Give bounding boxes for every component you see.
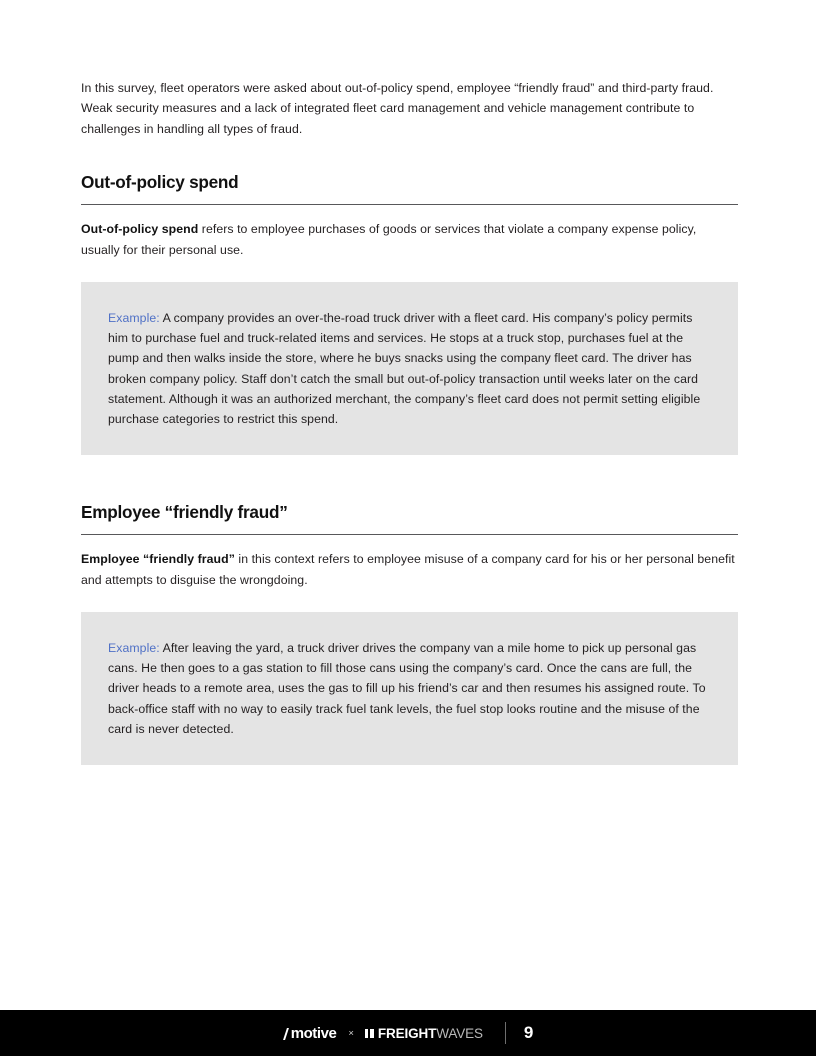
- freightwaves-logo: [365, 1026, 483, 1041]
- page-content: [81, 78, 738, 765]
- section-body-term: Out-of-policy spend: [81, 222, 199, 237]
- example-text: After leaving the yard, a truck driver drives the company van a mile home to pick up personal gas cans. He then goes to a gas station to fill those cans using the company’s card. Once the cans are full, the driver heads to a remote area, uses the gas to fill up his friend’s car and then resumes his assigned route. To back-office staff with no way to easily track fuel tank levels, the fuel stop looks routine and the misuse of the card is never detected.: [108, 641, 706, 736]
- example-label: Example:: [108, 311, 160, 326]
- page-number: 9: [523, 1023, 534, 1042]
- example-paragraph: [108, 308, 711, 429]
- section-heading: Out-of-policy spend: [81, 172, 239, 193]
- motive-logo: [283, 1025, 337, 1042]
- section-out-of-policy-spend: [81, 171, 738, 455]
- section-body: [81, 549, 738, 590]
- motive-logo-text: motive: [290, 1024, 337, 1042]
- section-body: [81, 219, 738, 260]
- example-label: Example:: [108, 641, 160, 656]
- section-employee-friendly-fraud: [81, 501, 738, 765]
- footer-vertical-divider: [505, 1022, 506, 1044]
- intro-paragraph: In this survey, fleet operators were asked about out-of-policy spend, employee “friendly fraud” and third-party fraud. Weak security measures and a lack of integrated fleet card management and vehicle management contribute to challenges in handling all types of fraud.: [81, 81, 714, 136]
- freightwaves-logo-bold: FREIGHT: [377, 1025, 437, 1041]
- brand-separator-x-icon: ×: [348, 1027, 354, 1039]
- freightwaves-logo-light: WAVES: [436, 1025, 483, 1041]
- example-callout: [81, 612, 738, 765]
- section-body-text: refers to employee purchases of goods or services that violate a company expense policy, usually for their personal use.: [81, 222, 697, 257]
- example-text: A company provides an over-the-road truck driver with a fleet card. His company’s policy permits him to purchase fuel and truck-related items and services. He stops at a truck stop, purchases fuel at the pump and then walks inside the store, where he buys snacks using the company fleet card. The driver has broken company policy. Staff don’t catch the small but out-of-policy transaction until weeks later on the card statement. Although it was an authorized merchant, the company’s fleet card does not permit setting eligible purchase categories to restrict this spend.: [108, 311, 701, 427]
- section-body-term: Employee “friendly fraud”: [81, 552, 235, 567]
- example-callout: [81, 282, 738, 455]
- freightwaves-mark-icon: [365, 1029, 374, 1038]
- section-heading: Employee “friendly fraud”: [81, 502, 288, 523]
- footer-brand-group: [283, 1022, 534, 1044]
- page-footer: [0, 1010, 816, 1056]
- example-paragraph: [108, 638, 711, 739]
- section-body-text: in this context refers to employee misuse of a company card for his or her personal benefit and attempts to disguise the wrongdoing.: [81, 552, 735, 587]
- motive-slash-icon: [283, 1027, 292, 1040]
